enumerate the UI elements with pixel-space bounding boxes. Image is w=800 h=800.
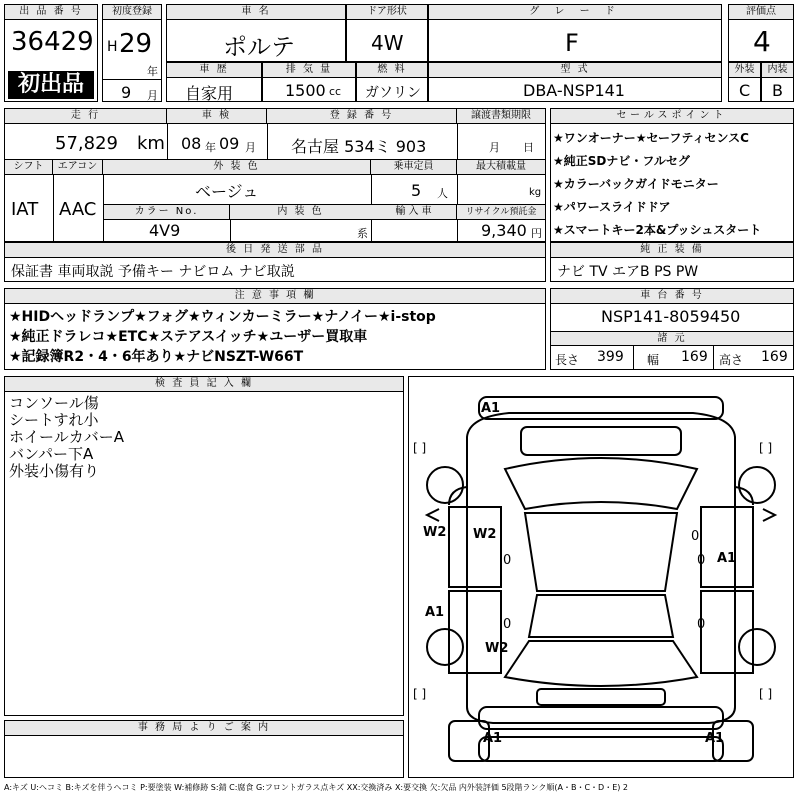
inspection-month-unit: 月: [245, 141, 256, 154]
sales-points-label: セールスポイント: [551, 109, 793, 124]
inspection-year-unit: 年: [205, 141, 216, 154]
transfer-month-unit: 月: [489, 141, 500, 154]
zero-mark: 0: [503, 617, 512, 632]
grade-value: F: [565, 29, 579, 57]
sales-point-item: ★スマートキー2本&プッシュスタート: [553, 223, 762, 237]
later-parts-box: [4, 242, 546, 282]
lot-number-box: [4, 4, 98, 102]
width-label: 幅: [647, 353, 660, 367]
inspector-line: 外装小傷有り: [9, 462, 100, 480]
car-diagram: [408, 376, 794, 778]
office-label: 事 務 局 よ り ご 案 内: [5, 721, 403, 736]
zero-mark: 0: [697, 553, 706, 568]
model-label: 車 名: [167, 5, 345, 20]
displacement-label: 排 気 量: [263, 63, 355, 78]
reg-year: 29: [119, 29, 153, 59]
history-label: 車 歴: [167, 63, 261, 78]
shift-value: IAT: [11, 199, 39, 220]
load-label: 最大積載量: [457, 160, 545, 175]
model-box: [166, 4, 346, 62]
transfer-label: 譲渡書類期限: [457, 109, 545, 124]
inspector-label: 検 査 員 記 入 欄: [5, 377, 403, 392]
inspector-line: コンソール傷: [9, 394, 99, 412]
interior-label: 内装: [762, 63, 793, 78]
vehicle-details-box: [4, 108, 546, 242]
import-label: 輸 入 車: [371, 205, 457, 220]
damage-mark: A1: [717, 551, 737, 566]
exterior-box: [728, 62, 761, 102]
sales-point-item: ★カラーバックガイドモニター: [553, 177, 719, 191]
height-label: 高さ: [719, 353, 744, 367]
car-outline: [409, 377, 793, 777]
interior-color-unit: 系: [357, 227, 368, 240]
later-parts-text: 保証書 車両取説 予備キー ナビロム ナビ取説: [11, 264, 295, 280]
interior-box: [761, 62, 794, 102]
era: H: [107, 39, 118, 55]
equipment-label: 純 正 装 備: [551, 243, 793, 258]
exterior-grade: C: [739, 81, 751, 100]
inspector-line: バンパー下A: [9, 445, 94, 463]
capacity-value: 5: [411, 181, 422, 200]
month-unit: 月: [147, 89, 158, 102]
damage-mark: A1: [705, 731, 725, 746]
lot-number-label: 出 品 番 号: [5, 5, 97, 20]
exterior-label: 外装: [729, 63, 760, 78]
load-unit: kg: [529, 187, 542, 198]
recycle-fee: 9,340: [481, 221, 527, 240]
shift-label: シフト: [5, 160, 53, 175]
mileage-unit: km: [137, 133, 165, 154]
length-label: 長さ: [555, 353, 580, 367]
dims-label: 諸 元: [551, 331, 793, 346]
inspection-year: 08: [181, 134, 202, 153]
sales-point-item: ★パワースライドドア: [553, 200, 671, 214]
notes-list: [9, 307, 436, 367]
notes-box: [4, 288, 546, 370]
lot-number: 36429: [11, 27, 94, 57]
interior-grade: B: [772, 81, 783, 100]
damage-mark: W2: [473, 527, 497, 542]
plate-number: 名古屋 534ミ 903: [291, 137, 427, 156]
first-registration-label: 初度登録: [103, 5, 161, 20]
bracket-mark: [ ]: [759, 687, 773, 701]
interior-color-label: 内 装 色: [230, 205, 372, 220]
sales-point-item: ★ワンオーナー★セーフティセンスC: [553, 131, 749, 145]
displacement-box: [262, 62, 356, 102]
zero-mark: 0: [697, 617, 706, 632]
first-registration-box: [102, 4, 162, 102]
recycle-unit: 円: [531, 227, 542, 240]
zero-mark: 0: [691, 529, 700, 544]
exterior-color: ベージュ: [195, 182, 259, 201]
zero-mark: 0: [503, 553, 512, 568]
type-box: [428, 62, 722, 102]
inspection-month: 09: [219, 134, 240, 153]
model-name: ポルテ: [223, 33, 295, 61]
damage-mark: W2: [485, 641, 509, 656]
inspection-label: 車 検: [167, 109, 267, 124]
color-number: 4V9: [149, 221, 181, 240]
recycle-label: リサイクル預託金: [457, 205, 545, 220]
chassis-number: NSP141-8059450: [601, 307, 741, 326]
bracket-mark: [ ]: [759, 441, 773, 455]
capacity-unit: 人: [437, 187, 448, 200]
damage-mark: A1: [481, 401, 501, 416]
equipment-box: [550, 242, 794, 282]
note-line: ★記録簿R2・4・6年あり★ナビNSZT-W66T: [9, 349, 304, 365]
fuel-value: ガソリン: [365, 85, 421, 101]
width-value: 169: [681, 349, 708, 365]
color-no-label: カラー No.: [104, 205, 230, 220]
mileage-label: 走 行: [5, 109, 167, 124]
inspector-box: [4, 376, 404, 716]
type-value: DBA-NSP141: [523, 81, 625, 100]
damage-mark: W2: [423, 525, 447, 540]
fuel-label: 燃 料: [357, 63, 427, 78]
score-label: 評価点: [729, 5, 793, 20]
color-label: 外 装 色: [103, 160, 371, 175]
displacement-unit: cc: [329, 85, 342, 98]
ac-value: AAC: [59, 199, 97, 220]
door-label: ドア形状: [347, 5, 427, 20]
chassis-label: 車 台 番 号: [551, 289, 793, 304]
plate-label: 登 録 番 号: [267, 109, 457, 124]
score-box: [728, 4, 794, 62]
bracket-mark: [ ]: [413, 687, 427, 701]
bracket-mark: [ ]: [413, 441, 427, 455]
note-line: ★HIDヘッドランプ★フォグ★ウィンカーミラー★ナノイー★i-stop: [9, 309, 436, 325]
damage-mark: A1: [425, 605, 445, 620]
sales-points-box: [550, 108, 794, 242]
door-value: 4W: [371, 31, 404, 55]
type-label: 型 式: [429, 63, 721, 78]
capacity-label: 乗車定員: [371, 160, 457, 175]
inspector-notes: [9, 395, 124, 480]
legend-footer: A:キズ U:ヘコミ B:キズを伴うヘコミ P:要塗装 W:補修跡 S:錆 C:腐食 G:フロントガラス点キズ XX:交換済み X:要交換 欠:欠品 内外装評価 5段階ランク順(A・B・C・D・E) 2: [4, 783, 629, 792]
score-value: 4: [753, 25, 771, 58]
grade-label: グ レ ー ド: [429, 5, 721, 20]
displacement-value: 1500: [285, 81, 326, 100]
first-listing-badge: 初出品: [8, 71, 94, 99]
history-value: 自家用: [185, 84, 234, 103]
height-value: 169: [761, 349, 788, 365]
sales-points-list: [553, 127, 761, 242]
office-box: [4, 720, 404, 778]
reg-month: 9: [121, 83, 132, 102]
year-unit: 年: [147, 65, 158, 78]
grade-box: [428, 4, 722, 62]
notes-label: 注 意 事 項 欄: [5, 289, 545, 304]
mileage-value: 57,829: [55, 133, 118, 154]
ac-label: エアコン: [53, 160, 103, 175]
damage-mark: A1: [483, 731, 503, 746]
inspector-line: シートすれ小: [9, 411, 99, 429]
note-line: ★純正ドラレコ★ETC★ステアスイッチ★ユーザー買取車: [9, 329, 368, 345]
later-parts-label: 後 日 発 送 部 品: [5, 243, 545, 258]
sales-point-item: ★純正SDナビ・フルセグ: [553, 154, 690, 168]
transfer-day-unit: 日: [523, 141, 534, 154]
chassis-box: [550, 288, 794, 370]
equipment-text: ナビ TV エアB PS PW: [557, 264, 699, 280]
history-box: [166, 62, 262, 102]
inspector-line: ホイールカバーA: [9, 428, 124, 446]
door-box: [346, 4, 428, 62]
length-value: 399: [597, 349, 624, 365]
fuel-box: [356, 62, 428, 102]
